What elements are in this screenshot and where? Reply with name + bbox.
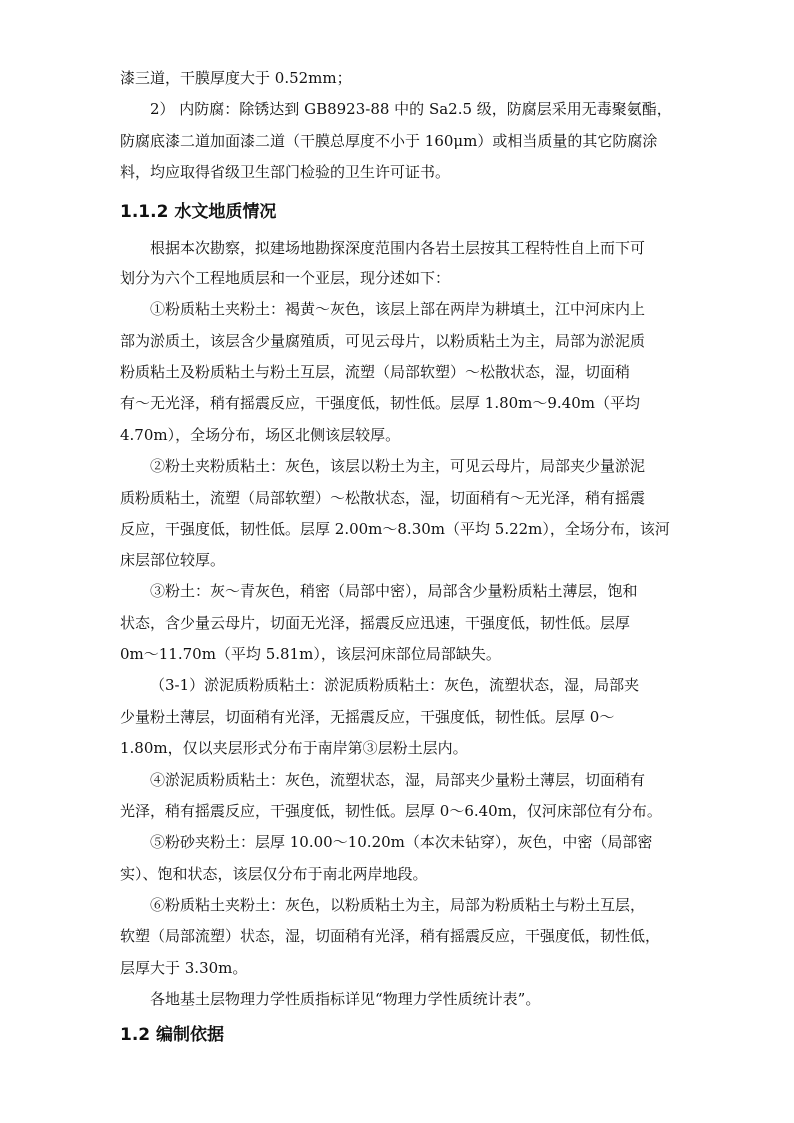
text-line: 部为淤质土，该层含少量腐殖质，可见云母片，以粉质粘土为主，局部为淤泥质 xyxy=(120,332,646,350)
text-line: ⑥粉质粘土夹粉土：灰色，以粉质粘土为主，局部为粉质粘土与粉土互层， xyxy=(150,896,646,914)
text-line: 2） 内防腐：除锈达到 GB8923-88 中的 Sa2.5 级，防腐层采用无毒聚氨酯， xyxy=(150,100,672,118)
text-line: 光泽，稍有摇震反应，干强度低，韧性低。层厚 0～6.40m，仅河床部位有分布。 xyxy=(120,802,662,820)
text-line: 有～无光泽，稍有摇震反应，干强度低，韧性低。层厚 1.80m～9.40m（平均 xyxy=(120,394,641,412)
text-line: 实）、饱和状态，该层仅分布于南北两岸地段。 xyxy=(120,865,428,883)
section-heading: 1.1.2 水文地质情况 xyxy=(120,202,277,222)
text-line: 料，均应取得省级卫生部门检验的卫生许可证书。 xyxy=(120,163,451,181)
text-line: 0m～11.70m（平均 5.81m），该层河床部位局部缺失。 xyxy=(120,645,501,663)
section-heading: 1.2 编制依据 xyxy=(120,1025,225,1045)
text-line: ②粉土夹粉质粘土：灰色，该层以粉土为主，可见云母片，局部夹少量淤泥 xyxy=(150,457,646,475)
text-line: （3-1）淤泥质粉质粘土：淤泥质粉质粘土：灰色，流塑状态，湿，局部夹 xyxy=(150,676,640,694)
text-line: ①粉质粘土夹粉土：褐黄～灰色，该层上部在两岸为耕填土，江中河床内上 xyxy=(150,300,646,318)
text-line: ③粉土：灰～青灰色，稍密（局部中密），局部含少量粉质粘土薄层，饱和 xyxy=(150,582,638,600)
text-line: 4.70m），全场分布，场区北侧该层较厚。 xyxy=(120,426,401,444)
text-line: 各地基土层物理力学性质指标详见“物理力学性质统计表”。 xyxy=(150,990,541,1008)
text-line: ⑤粉砂夹粉土：层厚 10.00～10.20m（本次未钻穿），灰色，中密（局部密 xyxy=(150,833,653,851)
text-line: 漆三道，干膜厚度大于 0.52mm； xyxy=(120,69,352,87)
text-line: 少量粉土薄层，切面稍有光泽，无摇震反应，干强度低，韧性低。层厚 0～ xyxy=(120,708,615,726)
text-line: 软塑（局部流塑）状态，湿，切面稍有光泽，稍有摇震反应，干强度低，韧性低， xyxy=(120,927,661,945)
text-line: 1.80m，仅以夹层形式分布于南岸第③层粉土层内。 xyxy=(120,739,468,757)
text-line: 防腐底漆二道加面漆二道（干膜总厚度不小于 160μm）或相当质量的其它防腐涂 xyxy=(120,132,658,150)
text-line: 反应，干强度低，韧性低。层厚 2.00m～8.30m（平均 5.22m），全场分布，该河 xyxy=(120,520,670,538)
text-line: ④淤泥质粉质粘土：灰色，流塑状态，湿，局部夹少量粉土薄层，切面稍有 xyxy=(150,771,646,789)
text-line: 根据本次勘察，拟建场地勘探深度范围内各岩土层按其工程特性自上而下可 xyxy=(150,239,646,257)
text-line: 划分为六个工程地质层和一个亚层，现分述如下： xyxy=(120,269,451,287)
text-line: 状态，含少量云母片，切面无光泽，摇震反应迅速，干强度低，韧性低。层厚 xyxy=(120,614,631,632)
text-line: 床层部位较厚。 xyxy=(120,551,226,569)
text-line: 质粉质粘土，流塑（局部软塑）～松散状态，湿，切面稍有～无光泽，稍有摇震 xyxy=(120,489,646,507)
text-line: 粉质粘土及粉质粘土与粉土互层，流塑（局部软塑）～松散状态，湿，切面稍 xyxy=(120,363,631,381)
text-line: 层厚大于 3.30m。 xyxy=(120,959,248,977)
